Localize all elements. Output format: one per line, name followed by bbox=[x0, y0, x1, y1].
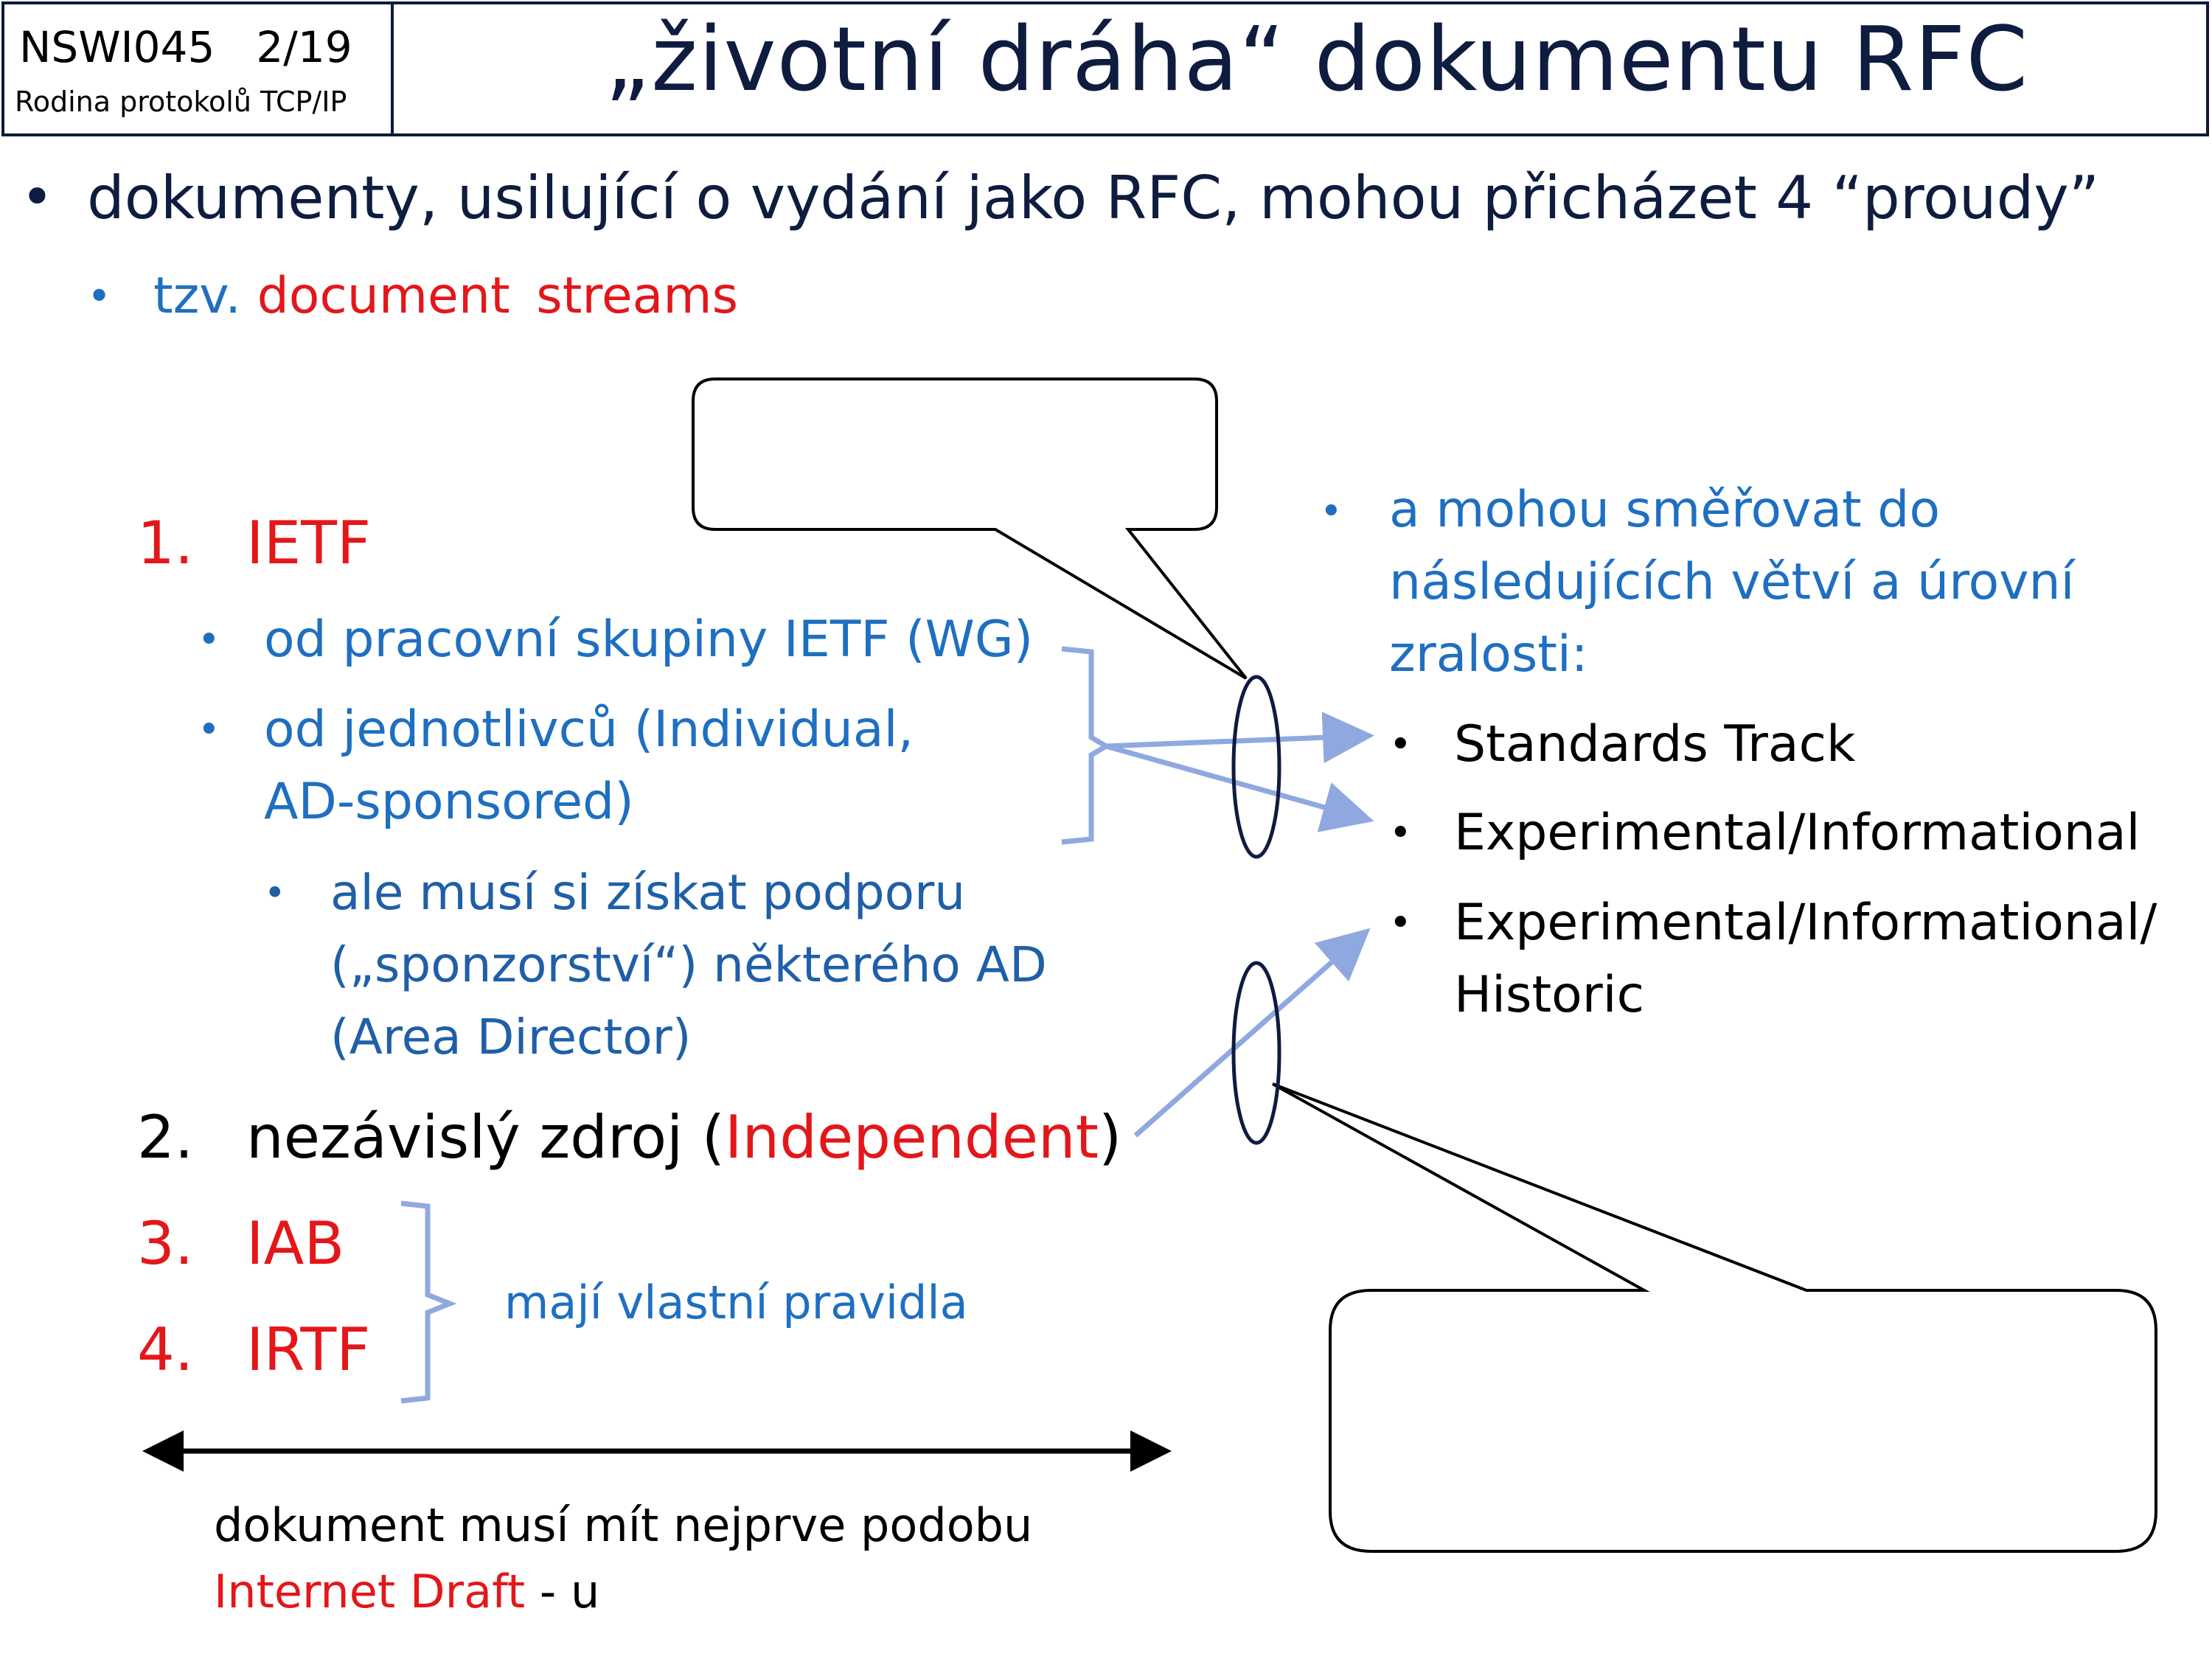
stream-2-number: 2. bbox=[137, 1103, 194, 1172]
ietf-subitem-3: (Area Director) bbox=[330, 1009, 692, 1065]
bullet-dot: • bbox=[198, 708, 220, 752]
bullet-dot: • bbox=[1389, 723, 1412, 767]
footer-note-suffix: - u bbox=[525, 1565, 600, 1618]
right-intro-line1: a mohou směřovat do bbox=[1389, 481, 1941, 539]
intro-sub-prefix: tzv. bbox=[153, 267, 241, 325]
ietf-item-wg: od pracovní skupiny IETF (WG) bbox=[264, 611, 1034, 669]
ietf-item-individual: od jednotlivců (Individual, bbox=[264, 700, 914, 759]
callout-iesg-bubble bbox=[693, 379, 1246, 678]
own-rules-note: mají vlastní pravidla bbox=[504, 1276, 968, 1329]
slide-number: 2/19 bbox=[256, 22, 352, 72]
ietf-subitem-1: ale musí si získat podporu bbox=[330, 864, 966, 921]
bullet-dot: • bbox=[1320, 490, 1343, 534]
stream-1-number: 1. bbox=[137, 509, 194, 577]
brace-iab-irtf bbox=[401, 1203, 450, 1401]
bullet-dot: • bbox=[198, 618, 220, 662]
track-experimental-informational-historic: Experimental/Informational/ bbox=[1454, 894, 2157, 952]
track-standards: Standards Track bbox=[1454, 715, 1856, 773]
slide-title: „životní dráha“ dokumentu RFC bbox=[605, 9, 2029, 111]
right-intro-line2: následujících větví a úrovní bbox=[1389, 553, 2075, 611]
intro-term-document: document bbox=[257, 267, 510, 325]
stream-4-name: IRTF bbox=[246, 1315, 371, 1384]
right-intro-line3: zralosti: bbox=[1389, 625, 1588, 684]
footer-note-line1: dokument musí mít nejprve podobu bbox=[214, 1498, 1033, 1552]
track-experimental-informational: Experimental/Informational bbox=[1454, 804, 2140, 862]
ellipse-ietf bbox=[1234, 677, 1279, 857]
stream-1-name: IETF bbox=[246, 509, 372, 577]
track-historic: Historic bbox=[1454, 966, 1644, 1024]
stream-3-number: 3. bbox=[137, 1209, 194, 1278]
bullet-dot: • bbox=[87, 273, 112, 321]
intro-term-streams: streams bbox=[536, 267, 739, 325]
stream-2-name-prefix: nezávislý zdroj ( bbox=[246, 1103, 725, 1172]
ietf-item-individual-cont: AD-sponsored) bbox=[264, 773, 634, 831]
ellipse-independent bbox=[1234, 963, 1279, 1143]
ietf-subitem-2: („sponzorství“) některého AD bbox=[330, 936, 1047, 993]
footer-internet-draft: Internet Draft bbox=[214, 1565, 526, 1618]
bullet-dot: • bbox=[264, 872, 286, 914]
bullet-dot: • bbox=[21, 164, 54, 229]
bullet-dot: • bbox=[1389, 901, 1412, 945]
stream-4-number: 4. bbox=[137, 1315, 194, 1384]
intro-bullet: dokumenty, usilující o vydání jako RFC, mohou přicházet 4 “proudy” bbox=[87, 164, 2100, 232]
stream-2-name-suffix: ) bbox=[1098, 1103, 1122, 1172]
bullet-dot: • bbox=[1389, 811, 1412, 855]
callout-ise-bubble bbox=[1273, 1084, 2156, 1551]
stream-2-name-highlight: Independent bbox=[724, 1103, 1099, 1172]
course-name: Rodina protokolů TCP/IP bbox=[15, 86, 347, 118]
stream-3-name: IAB bbox=[246, 1209, 345, 1278]
brace-ietf bbox=[1062, 649, 1106, 842]
course-code-text: NSWI045 bbox=[19, 22, 215, 72]
